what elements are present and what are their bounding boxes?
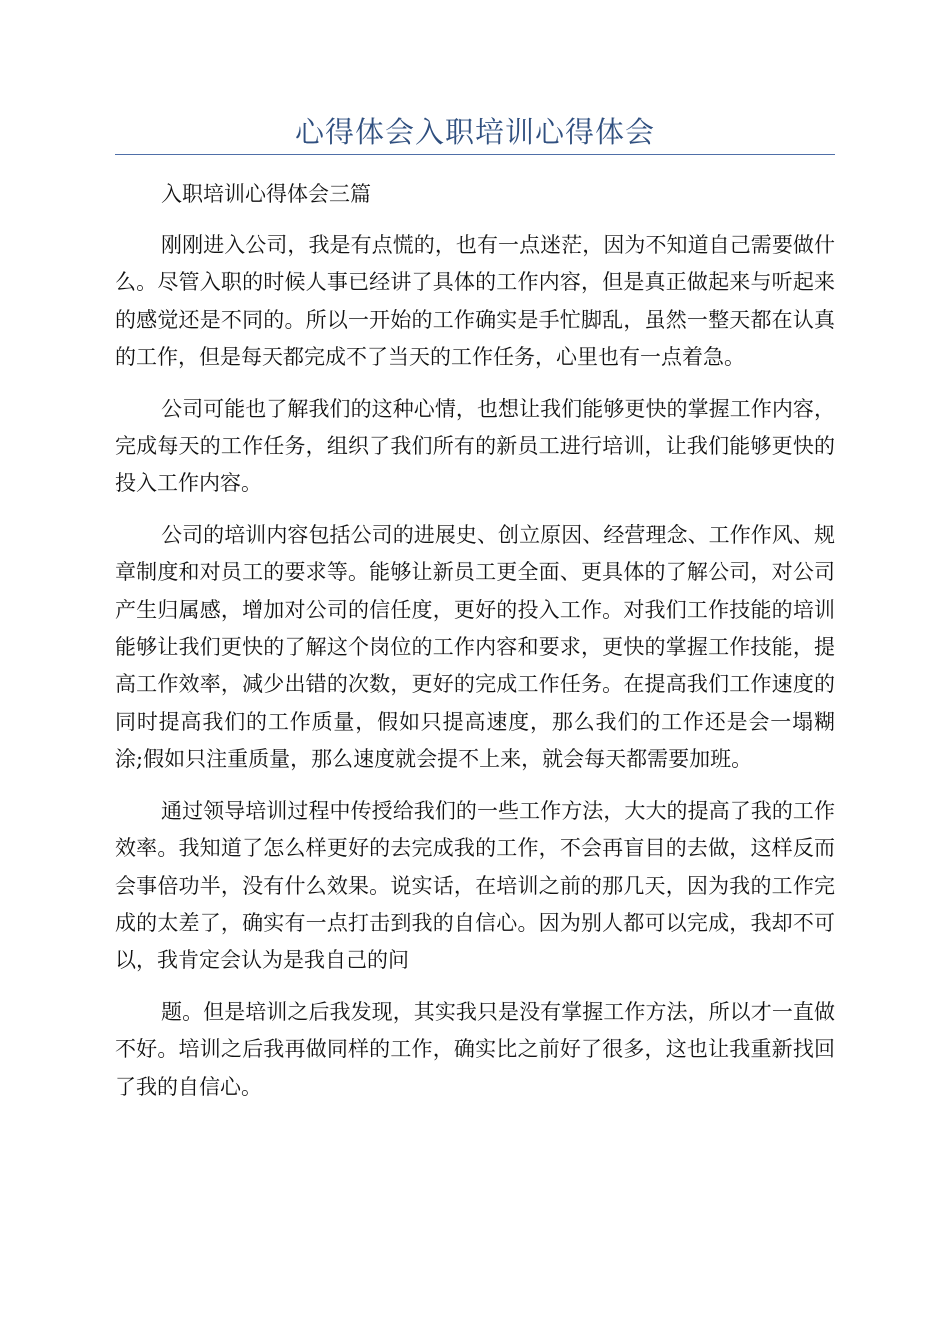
paragraph-1: 刚刚进入公司，我是有点慌的，也有一点迷茫，因为不知道自己需要做什么。尽管入职的时候人事已经讲了具体的工作内容，但是真正做起来与听起来的感觉还是不同的。所以一开始的工作确实是手忙脚乱，虽然一整天都在认真的工作，但是每天都完成不了当天的工作任务，心里也有一点着急。 (115, 233, 835, 370)
paragraph-5: 题。但是培训之后我发现，其实我只是没有掌握工作方法，所以才一直做不好。培训之后我再做同样的工作，确实比之前好了很多，这也让我重新找回了我的自信心。 (115, 999, 835, 1099)
paragraph-3: 公司的培训内容包括公司的进展史、创立原因、经营理念、工作作风、规章制度和对员工的要求等。能够让新员工更全面、更具体的了解公司，对公司产生归属感，增加对公司的信任度，更好的投入工作。对我们工作技能的培训能够让我们更快的了解这个岗位的工作内容和要求，更快的掌握工作技能，提高工作效率，减少出错的次数，更好的完成工作任务。在提高我们工作速度的同时提高我们的工作质量，假如只提高速度，那么我们的工作还是会一塌糊涂;假如只注重质量，那么速度就会提不上来，就会每天都需要加班。 (115, 522, 835, 772)
paragraph-4: 通过领导培训过程中传授给我们的一些工作方法，大大的提高了我的工作效率。我知道了怎么样更好的去完成我的工作，不会再盲目的去做，这样反而会事倍功半，没有什么效果。说实话，在培训之前的那几天，因为我的工作完成的太差了，确实有一点打击到我的自信心。因为别人都可以完成，我却不可以，我肯定会认为是我自己的问 (115, 798, 835, 973)
paragraph-2: 公司可能也了解我们的这种心情，也想让我们能够更快的掌握工作内容，完成每天的工作任务，组织了我们所有的新员工进行培训，让我们能够更快的投入工作内容。 (115, 396, 835, 496)
title-underline (115, 154, 835, 155)
document-subtitle: 入职培训心得体会三篇 (161, 182, 371, 206)
document-body (115, 176, 835, 1120)
document-title: 心得体会入职培训心得体会 (294, 115, 655, 149)
